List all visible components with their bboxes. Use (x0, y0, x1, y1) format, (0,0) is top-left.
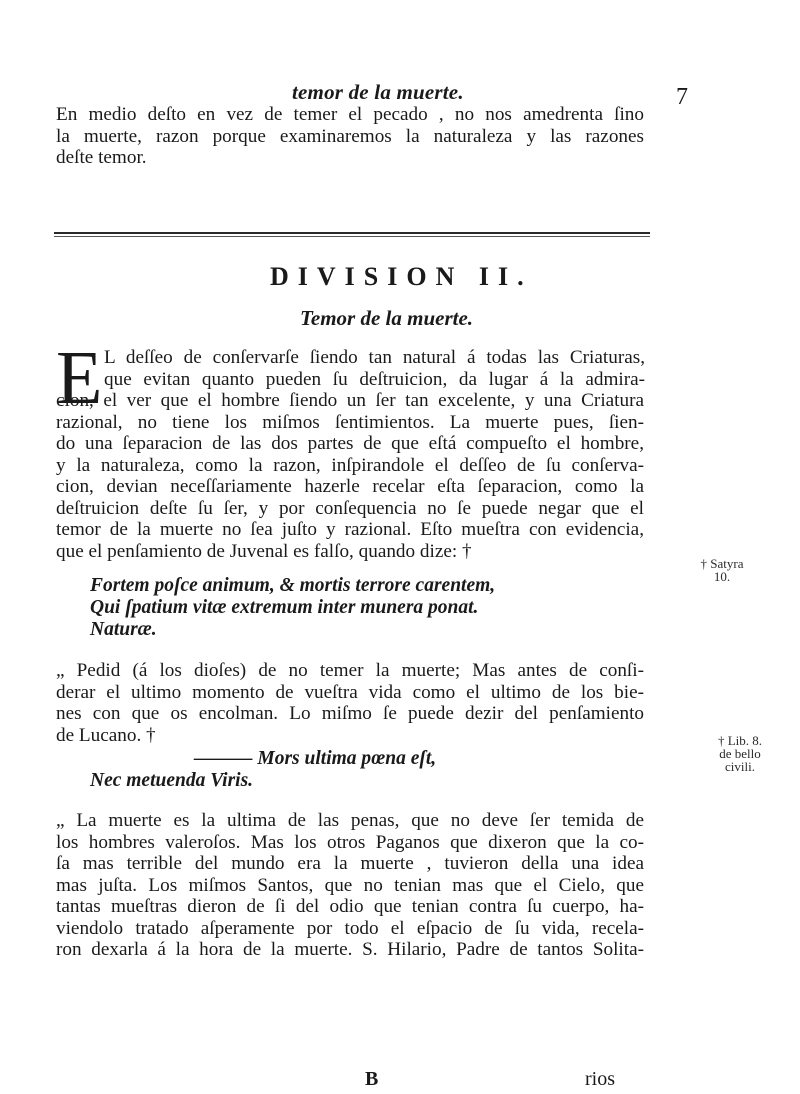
section-subtitle: Temor de la muerte. (300, 306, 474, 330)
margin-note-line: civili. (725, 759, 755, 774)
intro-line: la muerte, razon porque examinaremos la naturaleza y las razones (56, 125, 644, 147)
quote-line: Nec metuenda Viris. (90, 770, 254, 791)
margin-note-satyra (652, 557, 792, 583)
section-heading: DIVISION II. (270, 262, 533, 291)
intro-line: En medio deſto en vez de temer el pecado , no nos amedrenta ſino (56, 104, 644, 125)
paragraph-line: y la naturaleza, como la razon, inſpirandole el deſſeo de ſu conſerva- (56, 454, 644, 476)
margin-note-line: 10. (713, 569, 731, 584)
intro-paragraph (56, 104, 644, 169)
margin-note-lucano (690, 734, 790, 773)
paragraph-line: L deſſeo de conſervarſe ſiendo tan natural á todas las Criaturas, (104, 347, 645, 368)
paragraph-line: de Lucano. † (56, 724, 156, 746)
latin-quote-lucano (90, 748, 437, 792)
paragraph-line: tantas mueſtras dieron de ſi del odio que tenian contra ſu cuerpo, ha- (56, 896, 644, 917)
paragraph-1 (56, 390, 644, 562)
intro-line: deſte temor. (56, 147, 147, 168)
signature-mark: B (365, 1068, 379, 1090)
latin-quote-juvenal (90, 575, 495, 641)
paragraph-line: que el penſamiento de Juvenal es falſo, quando dize: † (56, 540, 472, 562)
section-divider (54, 232, 650, 234)
paragraph-line: deſtruicion deſte ſu ſer, y por conſequencia no ſe puede negar que el (56, 497, 644, 519)
quote-line: Fortem poſce animum, & mortis terrore carentem, (90, 575, 496, 596)
section-divider-thin (54, 236, 650, 237)
paragraph-line: mas juſta. Los miſmos Santos, que no tenian mas que el Cielo, que (56, 874, 644, 896)
paragraph-2 (56, 660, 644, 746)
margin-note-line: † Lib. 8. (717, 733, 763, 748)
paragraph-line: nes con que os encolman. Lo miſmo ſe puede dezir del penſamiento (56, 703, 644, 724)
paragraph-line: razional, no tiene los miſmos ſentimientos. La muerte pues, ſien- (56, 411, 644, 433)
paragraph-line: temor de la muerte no ſea juſto y razional. Eſto mueſtra con evidencia, (56, 519, 644, 540)
paragraph-3 (56, 810, 644, 961)
paragraph-line: viendolo tratado aſperamente por todo el eſpacio de ſu vida, recela- (56, 917, 644, 939)
running-head: temor de la muerte. (292, 80, 464, 104)
quote-line: ——— Mors ultima pœna eſt, (194, 748, 437, 769)
paragraph-line: do una ſeparacion de las dos partes de que eſtá compueſto el hombre, (56, 433, 644, 454)
page-number: 7 (676, 84, 688, 110)
paragraph-line: cion, el ver que el hombre ſiendo un ſer tan excelente, y una Criatura (56, 390, 644, 411)
paragraph-line: cion, devian neceſſariamente hazerle recelar eſta ſeparacion, como la (56, 476, 644, 497)
paragraph-1-lead (104, 347, 645, 390)
paragraph-line: derar el ultimo momento de vueſtra vida como el ultimo de los bie- (56, 681, 644, 703)
margin-note-line: † Satyra (700, 556, 744, 571)
catchword: rios (585, 1068, 615, 1090)
quote-line: Naturæ. (90, 619, 157, 640)
paragraph-line: que evitan quanto pueden ſu deſtruicion, da lugar á la admira- (104, 368, 645, 390)
drop-cap: E (56, 336, 103, 420)
margin-note-line: de bello (719, 746, 761, 761)
paragraph-line: ron dexarla á la hora de la muerte. S. Hilario, Padre de tantos Solita- (56, 939, 644, 960)
paragraph-line: ſa mas terrible del mundo era la muerte , tuvieron della una idea (56, 853, 644, 874)
paragraph-line: „ La muerte es la ultima de las penas, que no deve ſer temida de (56, 810, 644, 831)
paragraph-line: „ Pedid (á los dioſes) de no temer la muerte; Mas antes de conſi- (56, 660, 644, 681)
paragraph-line: los hombres valeroſos. Mas los otros Paganos que dixeron que la co- (56, 831, 644, 853)
quote-line: Qui ſpatium vitæ extremum inter munera ponat. (90, 597, 479, 618)
